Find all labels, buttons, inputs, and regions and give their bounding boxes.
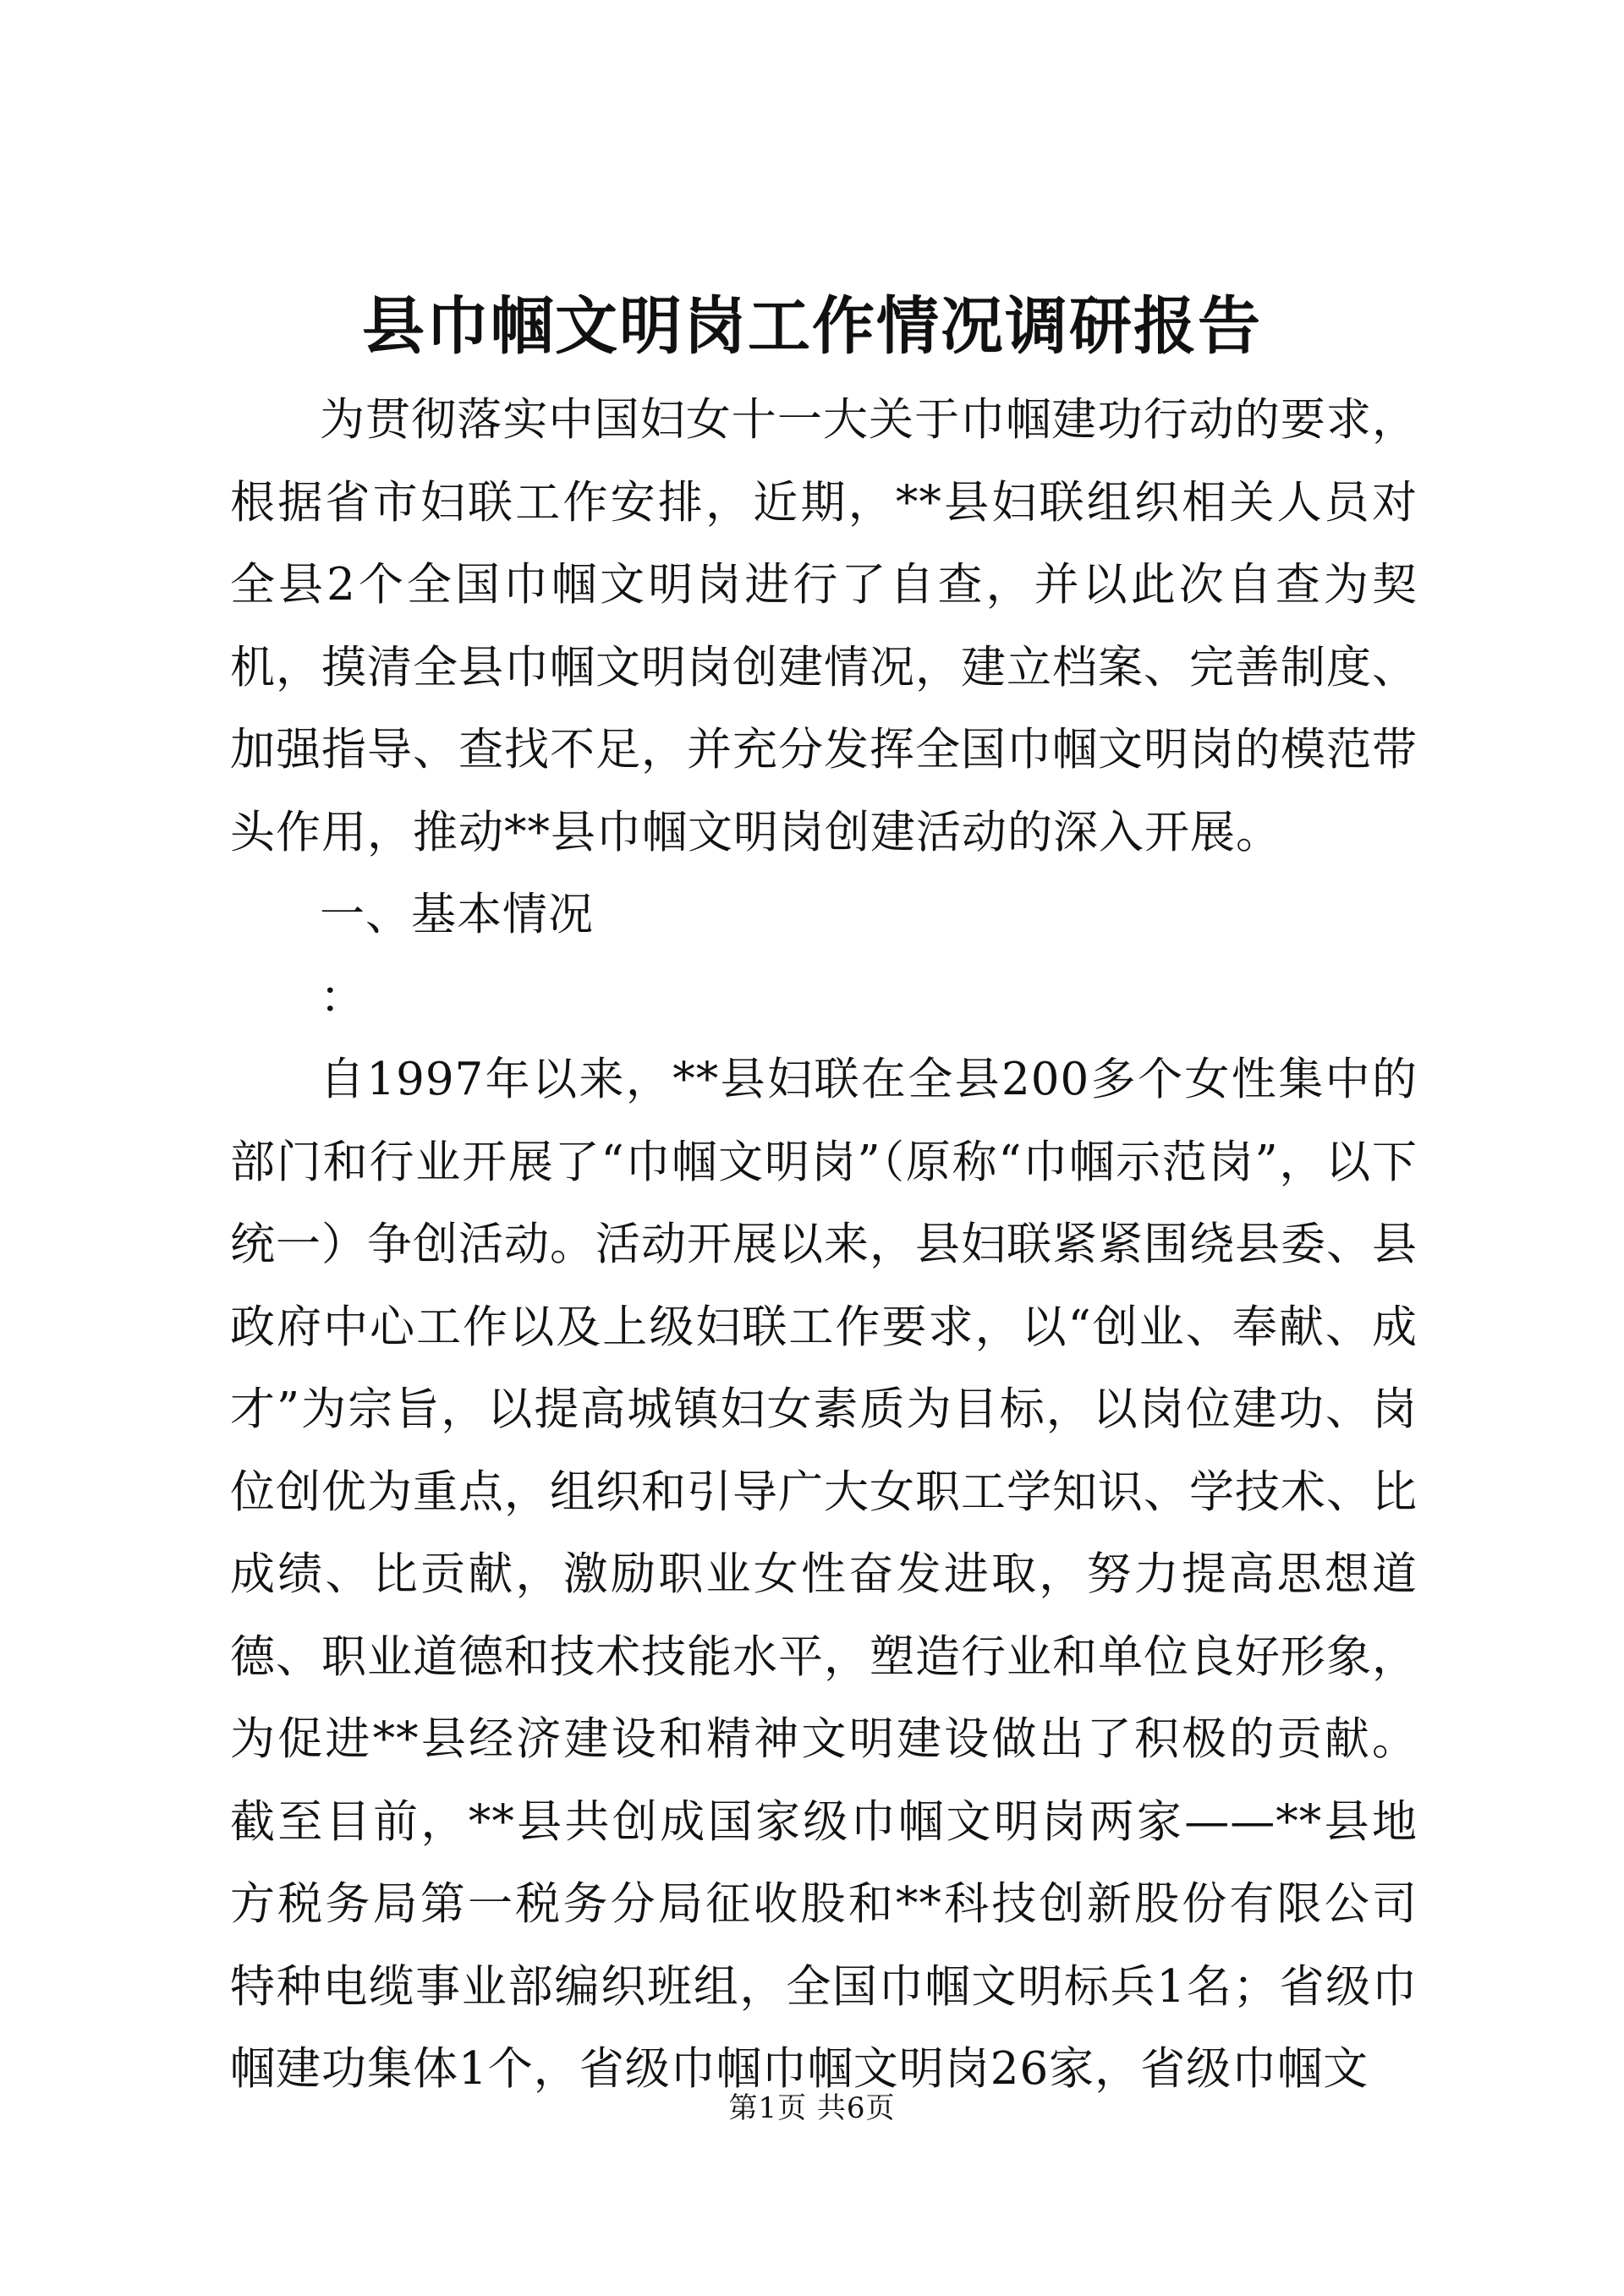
section-heading: 一、基本情况: [320, 889, 594, 940]
page-footer: 第1页 共6页: [728, 2091, 896, 2125]
intro-paragraph: 为贯彻落实中国妇女十一大关于巾帼建功行动的要求，根据省市妇联工作安排，近期，**县妇联组织相关人员对全县2个全国巾帼文明岗进行了自查，并以此次自查为契机，摸清全县巾帼文明岗创建情况，建立档案、完善制度、加强指导、查找不足，并充分发挥全国巾帼文明岗的模范带头作用，推动**县巾帼文明岗创建活动的深入开展。: [230, 394, 1418, 858]
document-body: [230, 379, 1418, 2111]
body-paragraph: 自1997年以来，**县妇联在全县200多个女性集中的部门和行业开展了“巾帼文明岗”（原称“巾帼示范岗”，以下统一）争创活动。活动开展以来，县妇联紧紧围绕县委、县政府中心工作以及上级妇联工作要求，以“创业、奉献、成才”为宗旨，以提高城镇妇女素质为目标，以岗位建功、岗位创优为重点，组织和引导广大女职工学知识、学技术、比成绩、比贡献，激励职业女性奋发进取，努力提高思想道德、职业道德和技术技能水平，塑造行业和单位良好形象，为促进**县经济建设和精神文明建设做出了积极的贡献。截至目前，**县共创成国家级巾帼文明岗两家——**县地方税务局第一税务分局征收股和**科技创新股份有限公司特种电缆事业部编织班组，全国巾帼文明标兵1名；省级巾帼建功集体1个，省级巾帼巾帼文明岗26家，省级巾帼文: [230, 1054, 1418, 2095]
document-title: 县巾帼文明岗工作情况调研报告: [362, 290, 1262, 363]
colon-line: ：: [320, 971, 365, 1023]
